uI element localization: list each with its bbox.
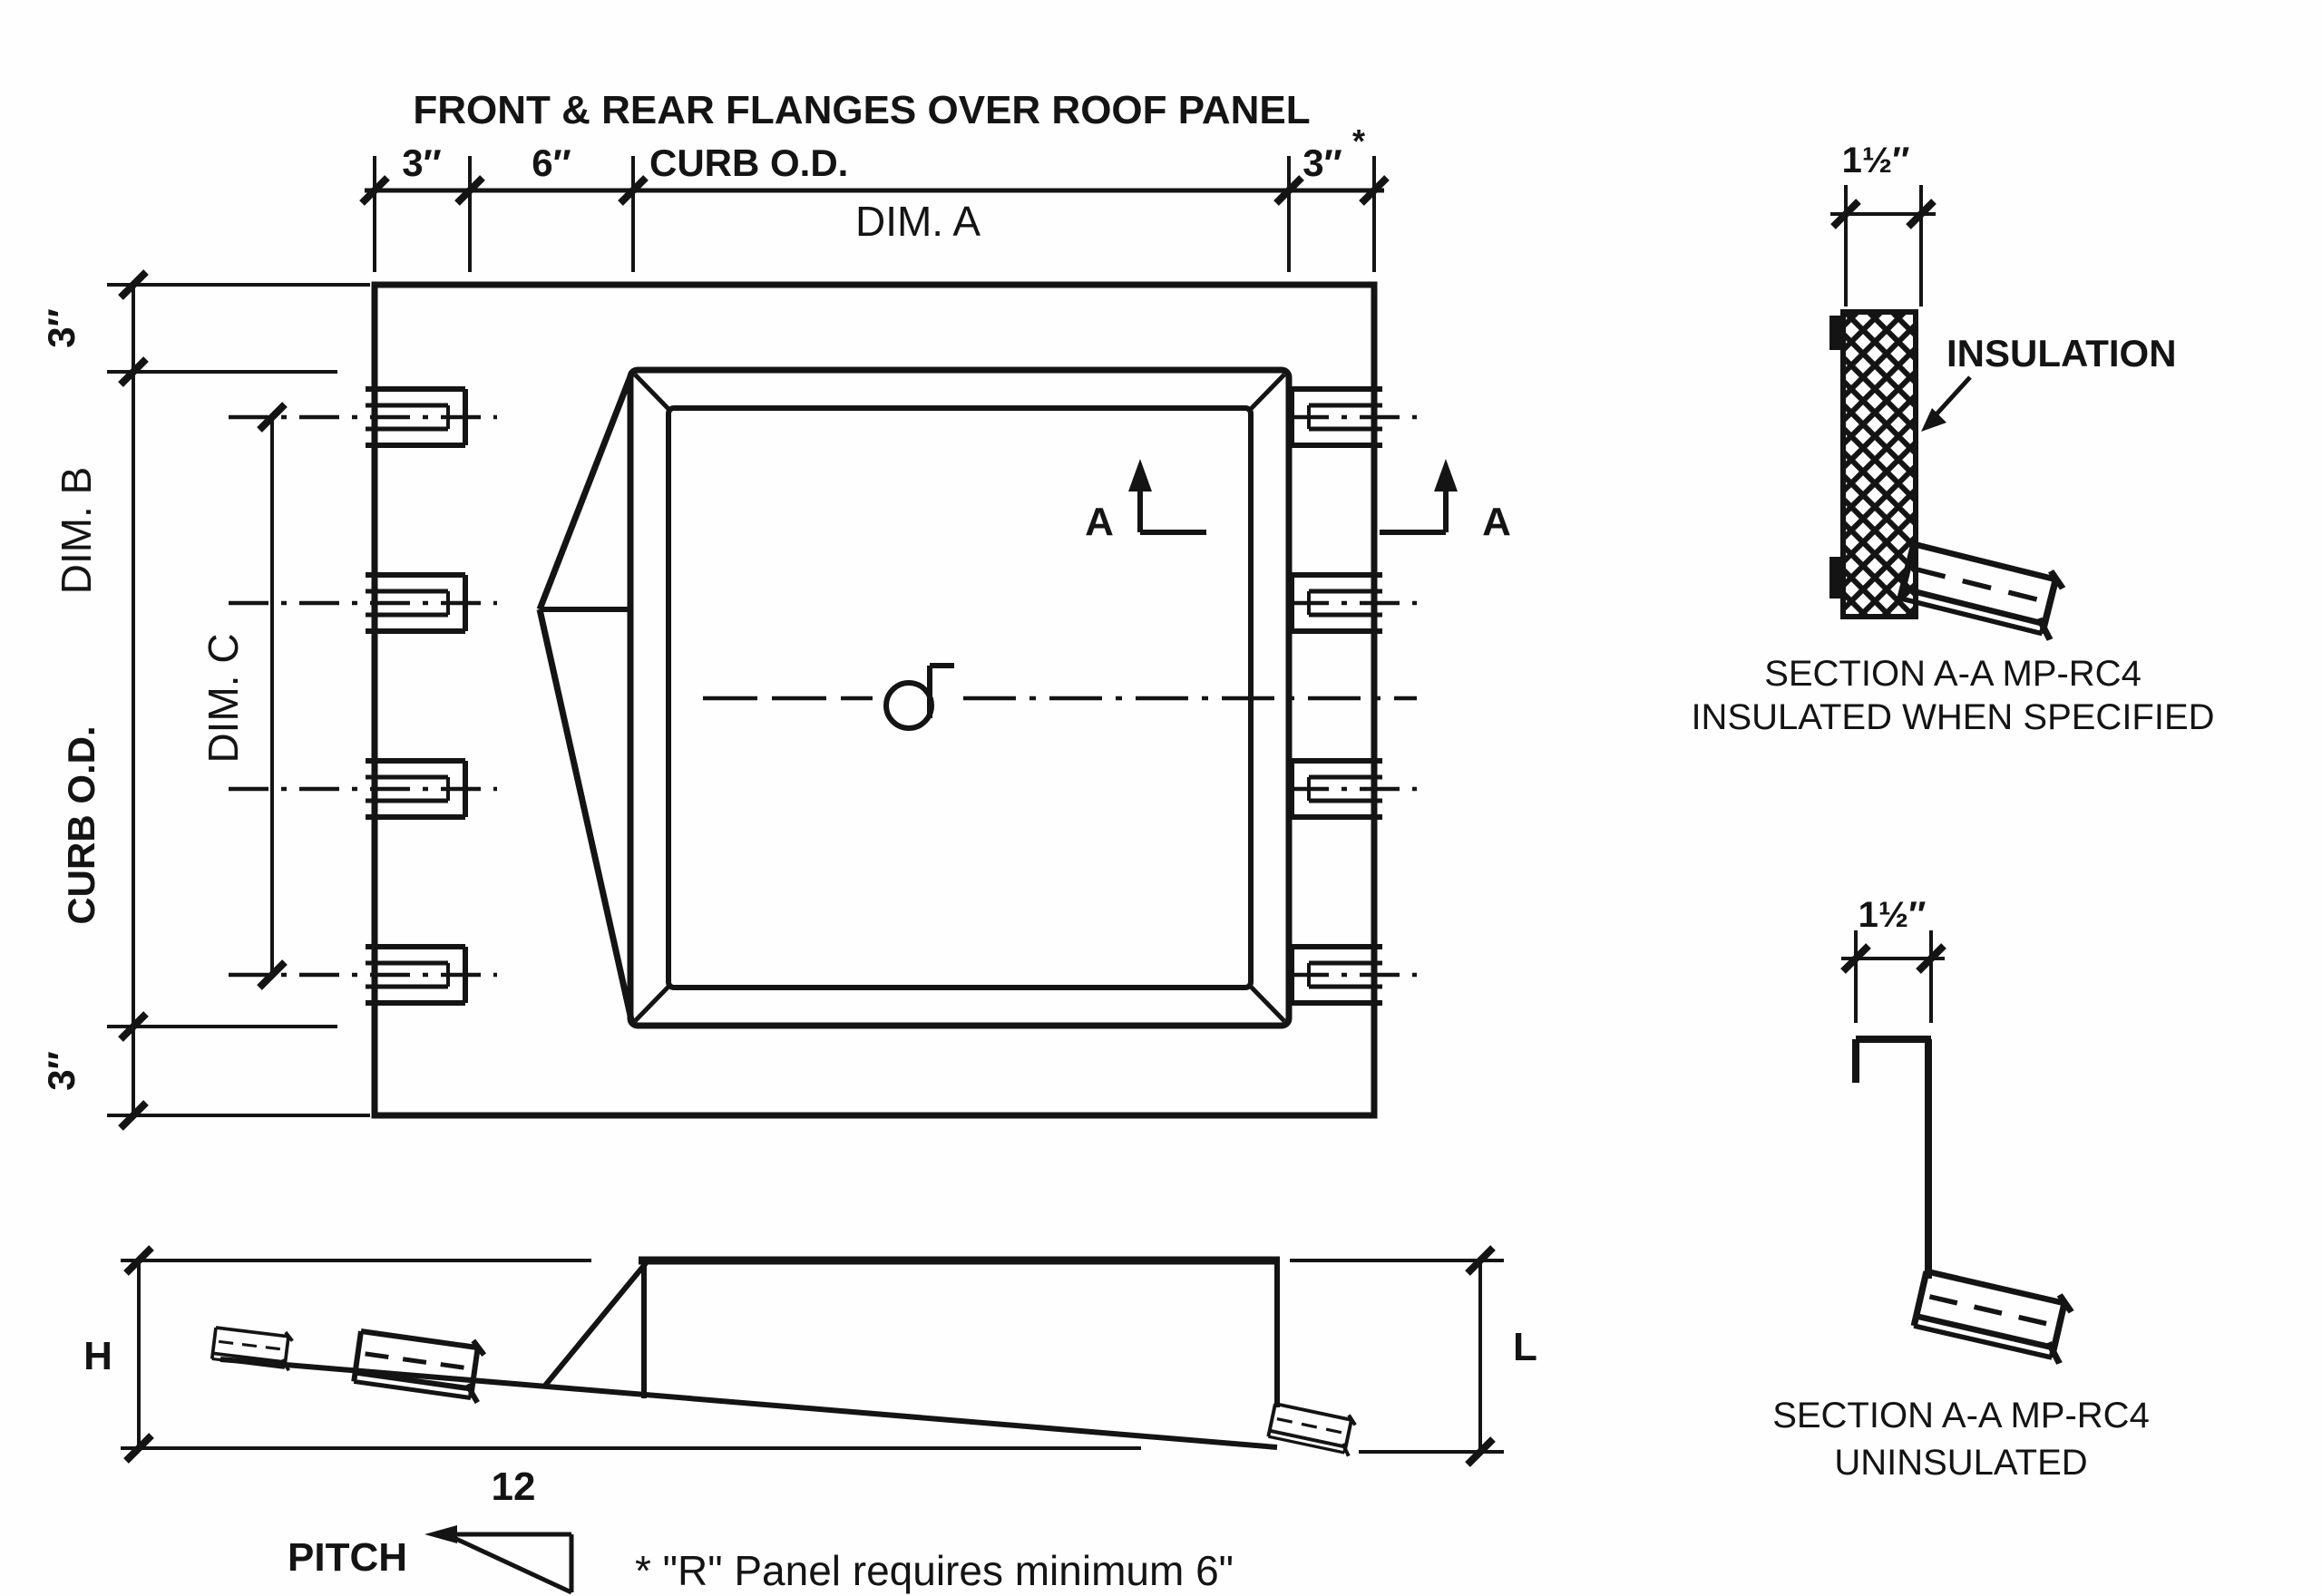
h-dimension-label: H (83, 1334, 112, 1378)
uninsulated-caption-line2: UNINSULATED (1834, 1443, 2088, 1483)
section-label-a-left: A (1085, 500, 1114, 544)
roof-slope-line (220, 1359, 1277, 1447)
dim-3in-left-bottom: 3″ (40, 1051, 83, 1091)
plan-view (40, 122, 1511, 1128)
centerline-symbol (886, 666, 954, 728)
cap-tab-top (1829, 316, 1845, 350)
uninsulated-section-detail (1772, 895, 2150, 1483)
rib-centerlines (229, 417, 1417, 975)
l-dimension-label: L (1513, 1325, 1537, 1369)
elevation-view (83, 1248, 1537, 1592)
pitch-arrow-icon (424, 1525, 457, 1543)
plan-top-dimension-chain (362, 122, 1387, 272)
drawing-title: FRONT & REAR FLANGES OVER ROOF PANEL (413, 88, 1311, 132)
dim-3in-top-right: 3″ (1302, 141, 1342, 184)
section-label-a-right: A (1482, 500, 1511, 544)
insulated-dim-label: 1½″ (1841, 141, 1910, 180)
section-arrow-right-icon (1380, 459, 1458, 532)
pitch-run-value: 12 (491, 1465, 536, 1509)
dim-a-label: DIM. A (854, 198, 981, 245)
cricket-ridge (540, 372, 632, 1024)
pitch-label: PITCH (288, 1535, 407, 1580)
insulation-label: INSULATION (1946, 332, 2177, 375)
uninsulated-panel-flange (1913, 1264, 2074, 1363)
section-arrow-left-icon (1128, 459, 1206, 532)
insulated-section-detail (1691, 141, 2214, 737)
l-dimension (1290, 1248, 1537, 1465)
elevation-curb-body (544, 1260, 1280, 1407)
uninsulated-flange-profile (1856, 1039, 1931, 1279)
insulation-pointer-icon (1921, 377, 1970, 432)
dim-3in-top-left: 3″ (402, 141, 442, 184)
insulated-caption-line1: SECTION A-A MP-RC4 (1764, 654, 2142, 694)
panel-ribs (366, 389, 1382, 1003)
dim-b-label: DIM. B (53, 466, 100, 595)
curb-centerline (703, 666, 1417, 728)
plan-left-dimension-chain (40, 272, 370, 1128)
cap-tab-bottom (1829, 557, 1845, 598)
insulated-panel-flange (1899, 538, 2066, 640)
dim-curb-od-left: CURB O.D. (60, 725, 102, 925)
r-panel-note: * "R" Panel requires minimum 6" (635, 1547, 1234, 1594)
front-flange-over-panel (354, 1325, 486, 1403)
dim-asterisk: * (1351, 122, 1366, 160)
section-cut-arrows (1085, 459, 1511, 544)
dim-c-label: DIM. C (200, 633, 247, 764)
pitch-symbol (288, 1465, 571, 1592)
insulated-caption-line2: INSULATED WHEN SPECIFIED (1691, 697, 2215, 737)
dim-6in-top: 6″ (532, 141, 571, 184)
dim-3in-left-top: 3″ (40, 308, 83, 348)
dim-curb-od-top: CURB O.D. (649, 141, 849, 184)
uninsulated-caption-line1: SECTION A-A MP-RC4 (1772, 1396, 2150, 1435)
uninsulated-dim-label: 1½″ (1858, 895, 1927, 935)
rear-flange-piece (1268, 1399, 1357, 1455)
